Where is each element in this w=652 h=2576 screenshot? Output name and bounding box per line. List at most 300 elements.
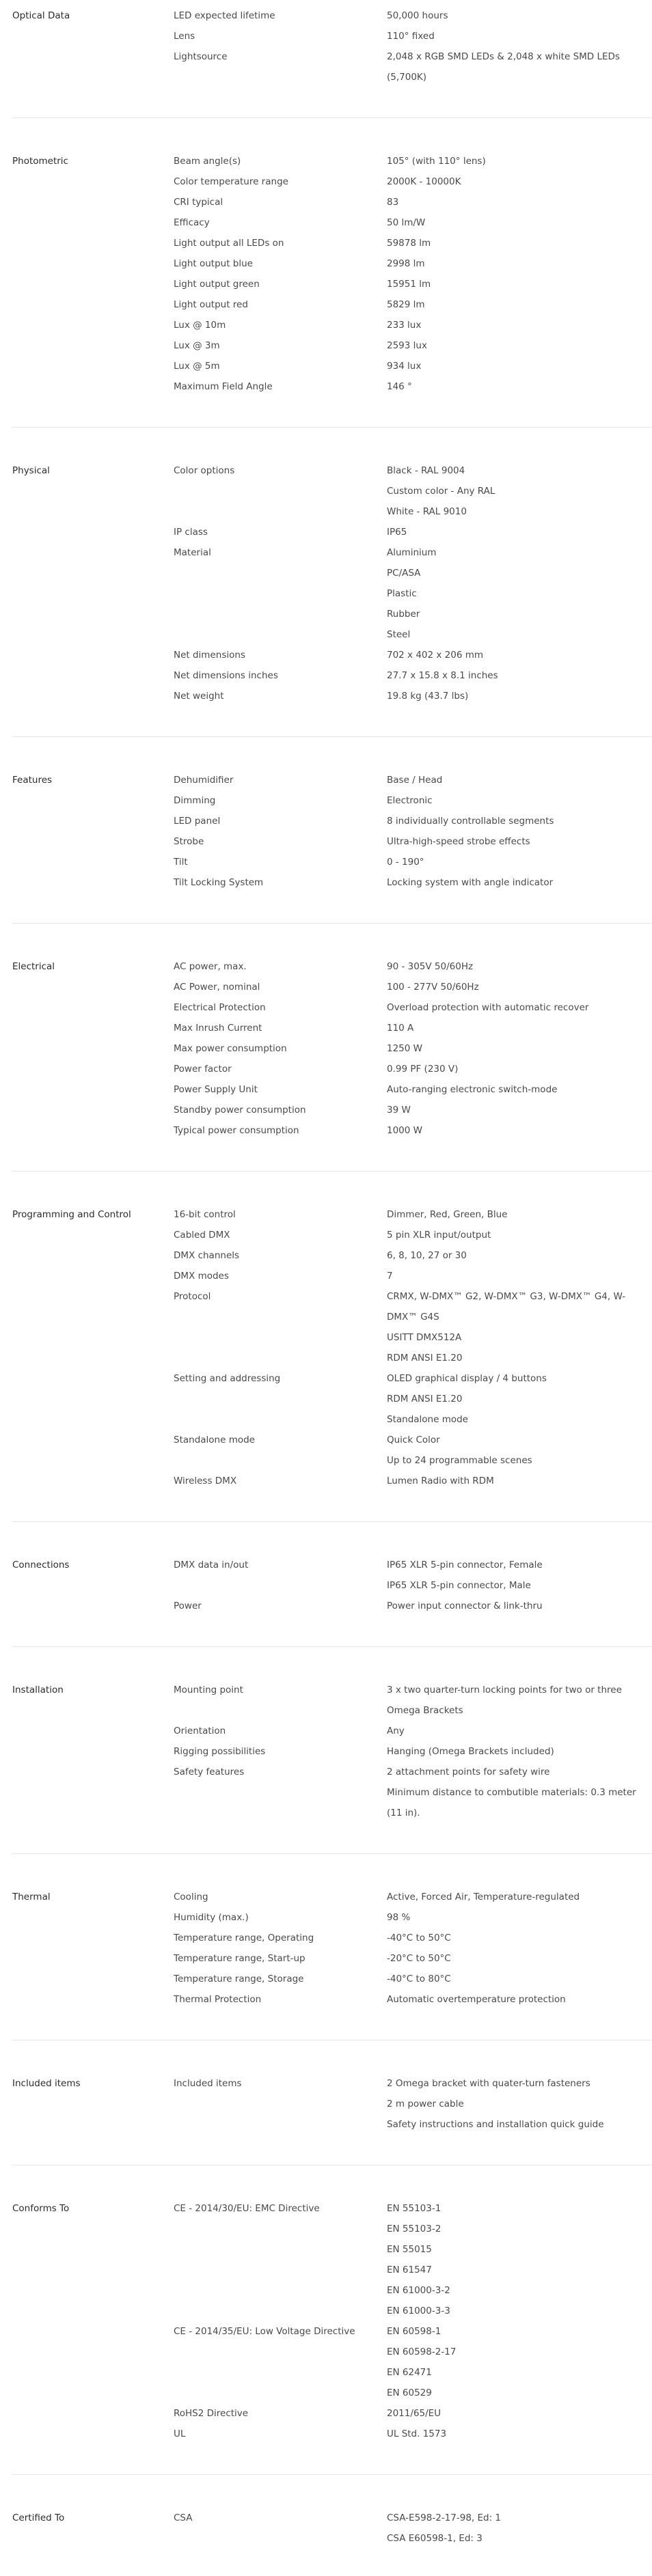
spec-label: Standby power consumption <box>174 1105 306 1116</box>
section-certified-to <box>12 2505 652 2576</box>
spec-row <box>174 1018 652 1038</box>
spec-values <box>387 1245 652 1266</box>
spec-values <box>387 956 652 977</box>
spec-row <box>174 1266 652 1286</box>
spec-row <box>174 997 652 1018</box>
section-electrical <box>12 954 652 1172</box>
spec-row <box>174 1225 652 1245</box>
spec-value: 8 individually controllable segments <box>387 816 554 827</box>
spec-value: 90 - 305V 50/60Hz <box>387 961 474 972</box>
spec-value: 2998 lm <box>387 258 425 269</box>
spec-row <box>174 665 652 686</box>
spec-value: Active, Forced Air, Temperature-regulated <box>387 1892 580 1902</box>
spec-label: Dehumidifier <box>174 775 234 786</box>
spec-values <box>387 1225 652 1245</box>
spec-label: Mounting point <box>174 1685 243 1695</box>
spec-values <box>387 1741 652 1762</box>
spec-value: 27.7 x 15.8 x 8.1 inches <box>387 670 498 681</box>
spec-row <box>174 790 652 811</box>
spec-label: Setting and addressing <box>174 1373 281 1384</box>
spec-value: 934 lux <box>387 361 422 372</box>
spec-values <box>387 1266 652 1286</box>
spec-values <box>387 872 652 893</box>
spec-row <box>174 956 652 977</box>
spec-value: 2593 lux <box>387 340 427 351</box>
section-optical-data <box>12 3 652 118</box>
spec-row <box>174 1038 652 1059</box>
spec-value: Black - RAL 9004 <box>387 465 465 476</box>
spec-label: DMX channels <box>174 1250 240 1261</box>
spec-label: Max power consumption <box>174 1043 287 1054</box>
spec-label: Power <box>174 1601 202 1611</box>
spec-value: Custom color - Any RAL <box>387 486 495 497</box>
spec-values <box>387 315 652 335</box>
spec-rows <box>174 1887 652 2010</box>
spec-label: CE - 2014/35/EU: Low Voltage Directive <box>174 2326 355 2337</box>
spec-label: Power factor <box>174 1064 232 1075</box>
spec-value: Plastic <box>387 588 417 599</box>
spec-values <box>387 1368 652 1430</box>
spec-label: AC power, max. <box>174 961 247 972</box>
spec-label: RoHS2 Directive <box>174 2408 249 2419</box>
spec-row <box>174 645 652 665</box>
spec-values <box>387 356 652 376</box>
spec-value: 5 pin XLR input/output <box>387 1230 491 1241</box>
spec-value: EN 60529 <box>387 2387 432 2398</box>
spec-value: EN 60598-2-17 <box>387 2346 457 2357</box>
spec-values <box>387 1721 652 1741</box>
spec-row <box>174 376 652 397</box>
spec-value: EN 61000-3-2 <box>387 2285 450 2296</box>
spec-label: Cooling <box>174 1892 208 1902</box>
spec-value: 2 attachment points for safety wire <box>387 1767 550 1777</box>
spec-value: Power input connector & link-thru <box>387 1601 543 1611</box>
spec-value: Rubber <box>387 609 420 620</box>
spec-values <box>387 1430 652 1471</box>
section-title: Conforms To <box>12 2203 70 2214</box>
spec-rows <box>174 2508 652 2549</box>
spec-values <box>387 1989 652 2010</box>
spec-values <box>387 811 652 831</box>
spec-values <box>387 294 652 315</box>
spec-row <box>174 542 652 645</box>
spec-value: Aluminium <box>387 547 437 558</box>
spec-row <box>174 1596 652 1616</box>
spec-label: Rigging possibilities <box>174 1746 266 1757</box>
section-conforms-to <box>12 2196 652 2475</box>
spec-value: RDM ANSI E1.20 <box>387 1394 463 1404</box>
spec-row <box>174 1948 652 1969</box>
spec-values <box>387 1596 652 1616</box>
spec-label: Humidity (max.) <box>174 1912 249 1923</box>
spec-label: 16-bit control <box>174 1209 236 1220</box>
spec-label: Included items <box>174 2078 242 2089</box>
spec-values <box>387 253 652 274</box>
section-features <box>12 767 652 924</box>
spec-row <box>174 1989 652 2010</box>
spec-values <box>387 2508 652 2549</box>
spec-values <box>387 212 652 233</box>
section-title: Physical <box>12 465 50 476</box>
spec-label: Lux @ 3m <box>174 340 220 351</box>
spec-rows <box>174 5 652 87</box>
spec-label: DMX modes <box>174 1271 229 1282</box>
section-title: Programming and Control <box>12 1209 131 1220</box>
spec-value: Minimum distance to combutible materials: 0.3 meter (11 in). <box>387 1787 636 1818</box>
section-connections <box>12 1552 652 1647</box>
spec-value: UL Std. 1573 <box>387 2428 447 2439</box>
section-title: Features <box>12 775 53 786</box>
spec-row <box>174 1286 652 1368</box>
spec-row <box>174 2424 652 2444</box>
spec-value: PC/ASA <box>387 568 421 579</box>
spec-values <box>387 233 652 253</box>
spec-values <box>387 5 652 26</box>
section-title: Thermal <box>12 1892 51 1902</box>
spec-label: Safety features <box>174 1767 245 1777</box>
spec-label: Temperature range, Operating <box>174 1933 314 1943</box>
spec-rows <box>174 460 652 706</box>
spec-values <box>387 790 652 811</box>
spec-value: Up to 24 programmable scenes <box>387 1455 532 1466</box>
spec-value: EN 60598-1 <box>387 2326 442 2337</box>
spec-row <box>174 1120 652 1141</box>
spec-value: 1000 W <box>387 1125 422 1136</box>
spec-values <box>387 1286 652 1368</box>
spec-label: CRI typical <box>174 197 223 208</box>
spec-label: Tilt <box>174 857 188 868</box>
spec-rows <box>174 1555 652 1616</box>
spec-label: Standalone mode <box>174 1435 255 1445</box>
spec-label: Typical power consumption <box>174 1125 299 1136</box>
spec-value: EN 62471 <box>387 2367 432 2378</box>
spec-row <box>174 1680 652 1721</box>
spec-values <box>387 1887 652 1907</box>
spec-row <box>174 1471 652 1491</box>
spec-row <box>174 1907 652 1928</box>
spec-label: Dimming <box>174 795 216 806</box>
spec-values <box>387 192 652 212</box>
spec-value: Any <box>387 1726 405 1736</box>
spec-values <box>387 26 652 46</box>
spec-label: Light output all LEDs on <box>174 238 284 249</box>
spec-values <box>387 335 652 356</box>
spec-value: 146 ° <box>387 381 412 392</box>
spec-row <box>174 1368 652 1430</box>
spec-label: Wireless DMX <box>174 1476 237 1486</box>
section-thermal <box>12 1884 652 2040</box>
spec-label: DMX data in/out <box>174 1560 249 1570</box>
spec-value: Standalone mode <box>387 1414 468 1425</box>
spec-value: 59878 lm <box>387 238 431 249</box>
spec-value: 3 x two quarter-turn locking points for two or three Omega Brackets <box>387 1685 622 1716</box>
spec-values <box>387 1928 652 1948</box>
spec-row <box>174 1887 652 1907</box>
spec-values <box>387 1969 652 1989</box>
spec-row <box>174 1928 652 1948</box>
spec-values <box>387 460 652 522</box>
spec-value: CSA E60598-1, Ed: 3 <box>387 2533 483 2544</box>
spec-label: Lens <box>174 31 195 42</box>
spec-values <box>387 1059 652 1079</box>
spec-row <box>174 335 652 356</box>
spec-value: Dimmer, Red, Green, Blue <box>387 1209 508 1220</box>
spec-label: UL <box>174 2428 186 2439</box>
spec-label: Color temperature range <box>174 176 288 187</box>
spec-row <box>174 1555 652 1596</box>
spec-values <box>387 1038 652 1059</box>
section-title: Photometric <box>12 156 68 167</box>
spec-values <box>387 1555 652 1596</box>
spec-values <box>387 1907 652 1928</box>
spec-values <box>387 665 652 686</box>
spec-row <box>174 1430 652 1471</box>
spec-row <box>174 2321 652 2403</box>
spec-label: Net weight <box>174 691 224 702</box>
spec-values <box>387 46 652 87</box>
spec-value: Locking system with angle indicator <box>387 877 554 888</box>
spec-value: Electronic <box>387 795 433 806</box>
spec-label: Maximum Field Angle <box>174 381 273 392</box>
spec-label: Tilt Locking System <box>174 877 264 888</box>
spec-values <box>387 686 652 706</box>
spec-value: 2000K - 10000K <box>387 176 461 187</box>
spec-values <box>387 376 652 397</box>
spec-value: 110 A <box>387 1023 414 1034</box>
spec-values <box>387 1120 652 1141</box>
spec-label: Efficacy <box>174 217 210 228</box>
section-physical <box>12 458 652 737</box>
spec-value: 50 lm/W <box>387 217 426 228</box>
spec-label: Light output blue <box>174 258 253 269</box>
spec-row <box>174 26 652 46</box>
spec-value: OLED graphical display / 4 buttons <box>387 1373 547 1384</box>
spec-value: EN 55103-2 <box>387 2224 442 2234</box>
spec-label: AC Power, nominal <box>174 982 260 993</box>
spec-label: Temperature range, Start-up <box>174 1953 305 1964</box>
spec-value: 100 - 277V 50/60Hz <box>387 982 479 993</box>
spec-label: Power Supply Unit <box>174 1084 258 1095</box>
spec-rows <box>174 956 652 1141</box>
spec-value: 15951 lm <box>387 279 431 290</box>
spec-values <box>387 2403 652 2424</box>
spec-row <box>174 1762 652 1823</box>
spec-label: Orientation <box>174 1726 226 1736</box>
spec-value: CSA-E598-2-17-98, Ed: 1 <box>387 2512 502 2523</box>
spec-row <box>174 233 652 253</box>
spec-values <box>387 1680 652 1721</box>
spec-value: Steel <box>387 629 411 640</box>
spec-value: EN 55015 <box>387 2244 432 2255</box>
spec-value: 2 Omega bracket with quater-turn fasteners <box>387 2078 590 2089</box>
spec-values <box>387 1471 652 1491</box>
section-installation <box>12 1677 652 1854</box>
spec-value: -40°C to 80°C <box>387 1973 451 1984</box>
spec-value: 39 W <box>387 1105 411 1116</box>
spec-rows <box>174 1680 652 1823</box>
spec-value: 105° (with 110° lens) <box>387 156 486 167</box>
spec-value: 2,048 x RGB SMD LEDs & 2,048 x white SMD LEDs (5,700K) <box>387 51 620 83</box>
spec-values <box>387 1100 652 1120</box>
spec-row <box>174 1100 652 1120</box>
section-title: Installation <box>12 1685 64 1695</box>
spec-value: IP65 XLR 5-pin connector, Female <box>387 1560 543 1570</box>
spec-rows <box>174 2198 652 2444</box>
spec-values <box>387 1762 652 1823</box>
spec-row <box>174 212 652 233</box>
spec-value: EN 55103-1 <box>387 2203 442 2214</box>
spec-values <box>387 2424 652 2444</box>
spec-values <box>387 831 652 852</box>
spec-values <box>387 522 652 542</box>
spec-row <box>174 2508 652 2549</box>
spec-values <box>387 171 652 192</box>
spec-row <box>174 1245 652 1266</box>
spec-value: 7 <box>387 1271 393 1282</box>
spec-row <box>174 522 652 542</box>
spec-values <box>387 852 652 872</box>
spec-values <box>387 1018 652 1038</box>
spec-label: Light output green <box>174 279 260 290</box>
spec-value: EN 61000-3-3 <box>387 2305 450 2316</box>
spec-value: -20°C to 50°C <box>387 1953 451 1964</box>
spec-value: 0.99 PF (230 V) <box>387 1064 459 1075</box>
spec-row <box>174 1079 652 1100</box>
spec-rows <box>174 151 652 397</box>
spec-value: Overload protection with automatic recover <box>387 1002 589 1013</box>
spec-row <box>174 872 652 893</box>
spec-label: Thermal Protection <box>174 1994 262 2005</box>
section-title: Electrical <box>12 961 55 972</box>
spec-values <box>387 542 652 645</box>
spec-value: Automatic overtemperature protection <box>387 1994 566 2005</box>
spec-row <box>174 46 652 87</box>
section-title: Optical Data <box>12 10 70 21</box>
spec-row <box>174 192 652 212</box>
spec-values <box>387 770 652 790</box>
spec-row <box>174 831 652 852</box>
spec-label: CSA <box>174 2512 193 2523</box>
spec-value: 1250 W <box>387 1043 422 1054</box>
spec-value: 6, 8, 10, 27 or 30 <box>387 1250 467 1261</box>
spec-label: Light output red <box>174 299 248 310</box>
spec-value: White - RAL 9010 <box>387 506 467 517</box>
spec-row <box>174 2403 652 2424</box>
spec-values <box>387 151 652 171</box>
spec-label: Strobe <box>174 836 204 847</box>
spec-row <box>174 5 652 26</box>
section-included-items <box>12 2071 652 2165</box>
spec-values <box>387 1204 652 1225</box>
spec-label: Color options <box>174 465 235 476</box>
spec-row <box>174 253 652 274</box>
spec-value: 2 m power cable <box>387 2099 464 2109</box>
spec-label: Temperature range, Storage <box>174 1973 304 1984</box>
spec-value: 702 x 402 x 206 mm <box>387 650 484 661</box>
spec-row <box>174 1741 652 1762</box>
spec-value: 2011/65/EU <box>387 2408 442 2419</box>
spec-value: Quick Color <box>387 1435 440 1445</box>
spec-label: Net dimensions <box>174 650 245 661</box>
spec-value: Safety instructions and installation quick guide <box>387 2119 604 2130</box>
spec-value: 5829 lm <box>387 299 425 310</box>
spec-row <box>174 2073 652 2135</box>
spec-label: CE - 2014/30/EU: EMC Directive <box>174 2203 320 2214</box>
spec-value: CRMX, W-DMX™ G2, W-DMX™ G3, W-DMX™ G4, W-DMX™ G4S <box>387 1291 626 1322</box>
spec-row <box>174 770 652 790</box>
spec-row <box>174 686 652 706</box>
spec-value: 0 - 190° <box>387 857 424 868</box>
spec-row <box>174 171 652 192</box>
section-title: Certified To <box>12 2512 65 2523</box>
spec-value: Base / Head <box>387 775 443 786</box>
spec-values <box>387 274 652 294</box>
spec-row <box>174 356 652 376</box>
spec-label: IP class <box>174 527 208 538</box>
spec-row <box>174 977 652 997</box>
spec-label: Lux @ 5m <box>174 361 220 372</box>
spec-value: 110° fixed <box>387 31 435 42</box>
spec-values <box>387 997 652 1018</box>
spec-label: Material <box>174 547 211 558</box>
spec-row <box>174 1721 652 1741</box>
spec-row <box>174 1969 652 1989</box>
spec-row <box>174 274 652 294</box>
spec-values <box>387 2321 652 2403</box>
section-programming-and-control <box>12 1202 652 1522</box>
spec-row <box>174 294 652 315</box>
spec-label: Net dimensions inches <box>174 670 278 681</box>
spec-row <box>174 852 652 872</box>
spec-label: Protocol <box>174 1291 211 1302</box>
spec-values <box>387 1948 652 1969</box>
spec-value: Lumen Radio with RDM <box>387 1476 494 1486</box>
spec-label: LED expected lifetime <box>174 10 275 21</box>
spec-label: LED panel <box>174 816 221 827</box>
spec-label: Beam angle(s) <box>174 156 241 167</box>
spec-label: Electrical Protection <box>174 1002 266 1013</box>
spec-values <box>387 2198 652 2321</box>
section-title: Included items <box>12 2078 81 2089</box>
spec-value: 50,000 hours <box>387 10 448 21</box>
spec-row <box>174 151 652 171</box>
spec-row <box>174 1204 652 1225</box>
spec-value: IP65 <box>387 527 407 538</box>
spec-values <box>387 645 652 665</box>
spec-rows <box>174 770 652 893</box>
spec-value: Auto-ranging electronic switch-mode <box>387 1084 558 1095</box>
spec-value: Ultra-high-speed strobe effects <box>387 836 530 847</box>
spec-label: Lightsource <box>174 51 228 62</box>
spec-row <box>174 811 652 831</box>
spec-value: 233 lux <box>387 320 422 331</box>
spec-row <box>174 315 652 335</box>
spec-label: Lux @ 10m <box>174 320 226 331</box>
spec-row <box>174 460 652 522</box>
spec-value: Hanging (Omega Brackets included) <box>387 1746 554 1757</box>
spec-label: Cabled DMX <box>174 1230 230 1241</box>
spec-value: USITT DMX512A <box>387 1332 462 1343</box>
spec-row <box>174 2198 652 2321</box>
spec-values <box>387 2073 652 2135</box>
spec-rows <box>174 1204 652 1491</box>
spec-rows <box>174 2073 652 2135</box>
spec-value: 19.8 kg (43.7 lbs) <box>387 691 469 702</box>
section-title: Connections <box>12 1560 70 1570</box>
spec-value: IP65 XLR 5-pin connector, Male <box>387 1580 531 1591</box>
spec-value: RDM ANSI E1.20 <box>387 1353 463 1363</box>
spec-value: -40°C to 50°C <box>387 1933 451 1943</box>
